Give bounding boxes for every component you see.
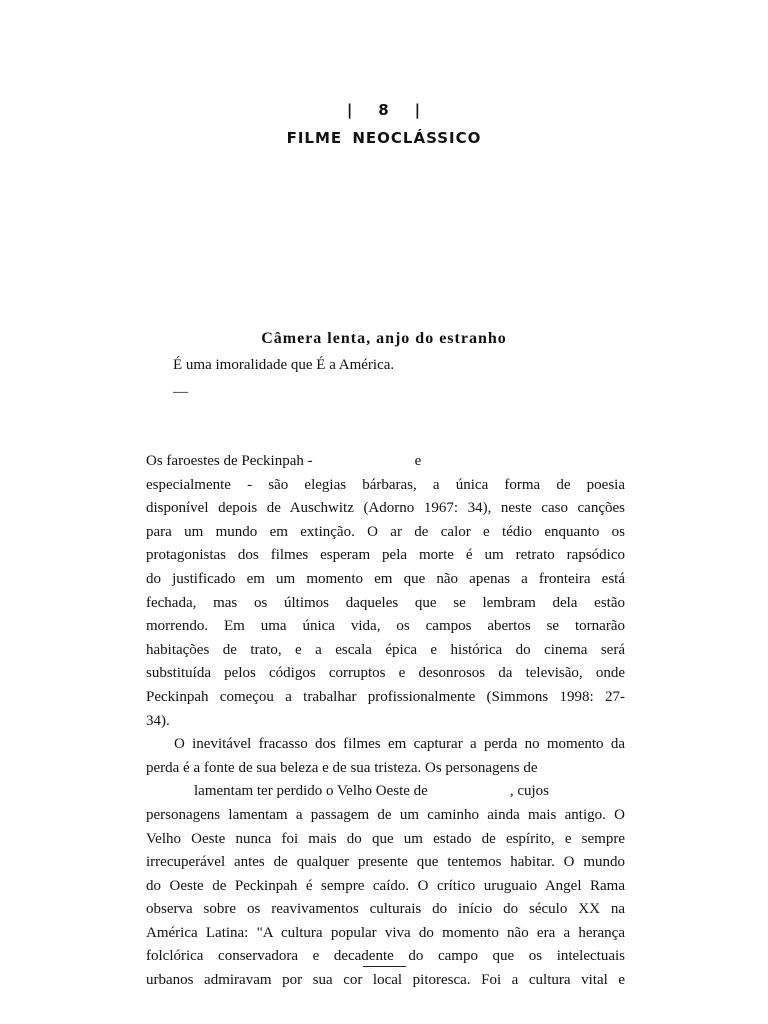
text-line: América Latina: "A cultura popular viva do momento não era a herança (146, 924, 625, 941)
text-line: O inevitável fracasso dos filmes em capturar a perda no momento da (174, 736, 625, 753)
section-title: Câmera lenta, anjo do estranho (261, 330, 507, 347)
footnote-rule (363, 966, 406, 967)
chapter-title: FILME NEOCLÁSSICO (286, 129, 482, 147)
text-fragment: , cujos (509, 783, 549, 800)
text-line: urbanos admiravam por sua cor local pitoresca. Foi a cultura vital e (146, 972, 625, 989)
text-line: irrecuperável antes de qualquer presente que tentemos habitar. O mundo (146, 854, 625, 871)
text-line: Velho Oeste nunca foi mais do que um estado de espírito, e sempre (146, 830, 625, 847)
text-line (146, 450, 625, 474)
text-line: disponível depois de Auschwitz (Adorno 1967: 34), neste caso canções (146, 500, 625, 517)
text-line: perda é a fonte de sua beleza e de sua tristeza. Os personagens de (146, 759, 538, 776)
text-line: morrendo. Em uma única vida, os campos abertos se tornarão (146, 618, 625, 635)
text-line: especialmente - são elegias bárbaras, a única forma de poesia (146, 476, 625, 493)
chapter-number: | 8 | (346, 101, 422, 119)
epigraph-attribution: — (173, 384, 188, 400)
text-line: personagens lamentam a passagem de um caminho ainda mais antigo. O (146, 806, 625, 823)
epigraph-quote: É uma imoralidade que É a América. (173, 357, 395, 373)
text-line: folclórica conservadora e decadente do campo que os intelectuais (146, 948, 625, 965)
text-line: 34). (146, 712, 170, 729)
text-line (146, 780, 625, 804)
text-line: fechada, mas os últimos daqueles que se lembram dela estão (146, 594, 625, 611)
text-line: observa sobre os reavivamentos culturais do início do século XX na (146, 901, 625, 918)
text-line: protagonistas dos filmes esperam pela morte é um retrato rapsódico (146, 547, 625, 564)
text-line: para um mundo em extinção. O ar de calor e tédio enquanto os (146, 523, 625, 540)
text-line: substituída pelos códigos corruptos e desonrosos da televisão, onde (146, 665, 625, 682)
text-fragment: e (414, 453, 422, 469)
text-line: do Oeste de Peckinpah é sempre caído. O crítico uruguaio Angel Rama (146, 877, 625, 894)
text-line: Peckinpah começou a trabalhar profissionalmente (Simmons 1998: 27- (146, 688, 625, 705)
text-fragment: Os faroestes de Peckinpah - (146, 453, 313, 469)
text-line: do justificado em um momento em que não apenas a fronteira está (146, 570, 625, 587)
body-text (146, 450, 625, 993)
text-fragment: lamentam ter perdido o Velho Oeste de (194, 783, 428, 800)
text-line: habitações de trato, e a escala épica e histórica do cinema será (146, 641, 625, 658)
